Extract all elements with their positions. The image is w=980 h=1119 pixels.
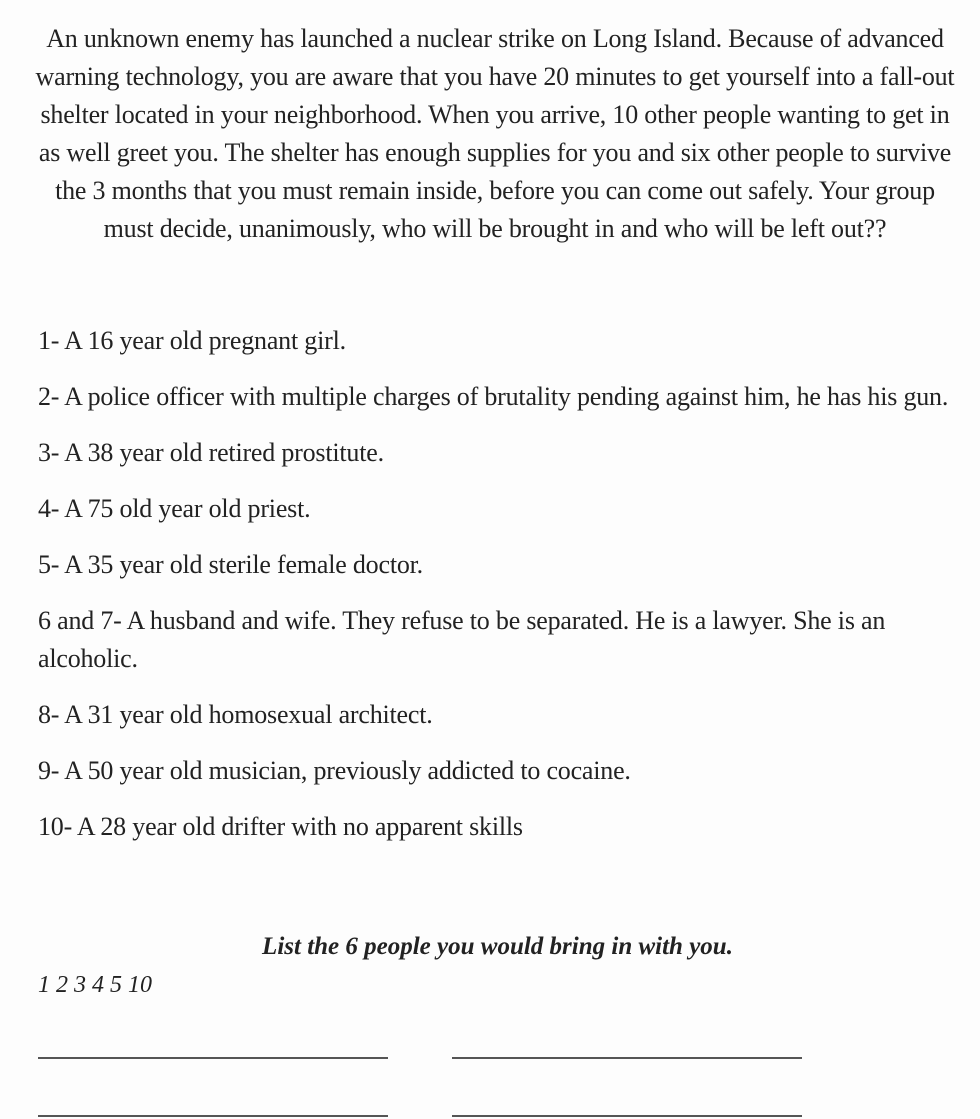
list-item-6-7: 6 and 7- A husband and wife. They refuse to be separated. He is a lawyer. She is an alcoholic. — [38, 606, 886, 673]
answer-blank-line[interactable] — [452, 1057, 802, 1059]
scenario-paragraph: An unknown enemy has launched a nuclear strike on Long Island. Because of advanced warning technology, you are aware that you have 20 minutes to get yourself into a fall-out shelter located in your neighborhood. When you arrive, 10 other people wanting to get in as well greet you. The shelter has enough supplies for you and six other people to survive the 3 months that you must remain inside, before you can come out safely. Your group must decide, unanimously, who will be brought in and who will be left out?? — [35, 24, 955, 243]
answer-blank-line[interactable] — [38, 1115, 388, 1117]
answer-blank-line[interactable] — [38, 1057, 388, 1059]
list-item-1: 1- A 16 year old pregnant girl. — [38, 326, 346, 355]
handwritten-answer: 1 2 3 4 5 10 — [38, 972, 152, 998]
list-item-10: 10- A 28 year old drifter with no apparent skills — [38, 812, 523, 841]
people-list — [38, 322, 958, 864]
instruction-heading: List the 6 people you would bring in with you. — [262, 933, 733, 960]
answer-blank-line[interactable] — [452, 1115, 802, 1117]
list-item-9: 9- A 50 year old musician, previously addicted to cocaine. — [38, 756, 631, 785]
list-item-8: 8- A 31 year old homosexual architect. — [38, 700, 433, 729]
list-item-3: 3- A 38 year old retired prostitute. — [38, 438, 384, 467]
list-item-4: 4- A 75 old year old priest. — [38, 494, 311, 523]
list-item-2: 2- A police officer with multiple charges of brutality pending against him, he has his gun. — [38, 382, 949, 411]
list-item-5: 5- A 35 year old sterile female doctor. — [38, 550, 423, 579]
